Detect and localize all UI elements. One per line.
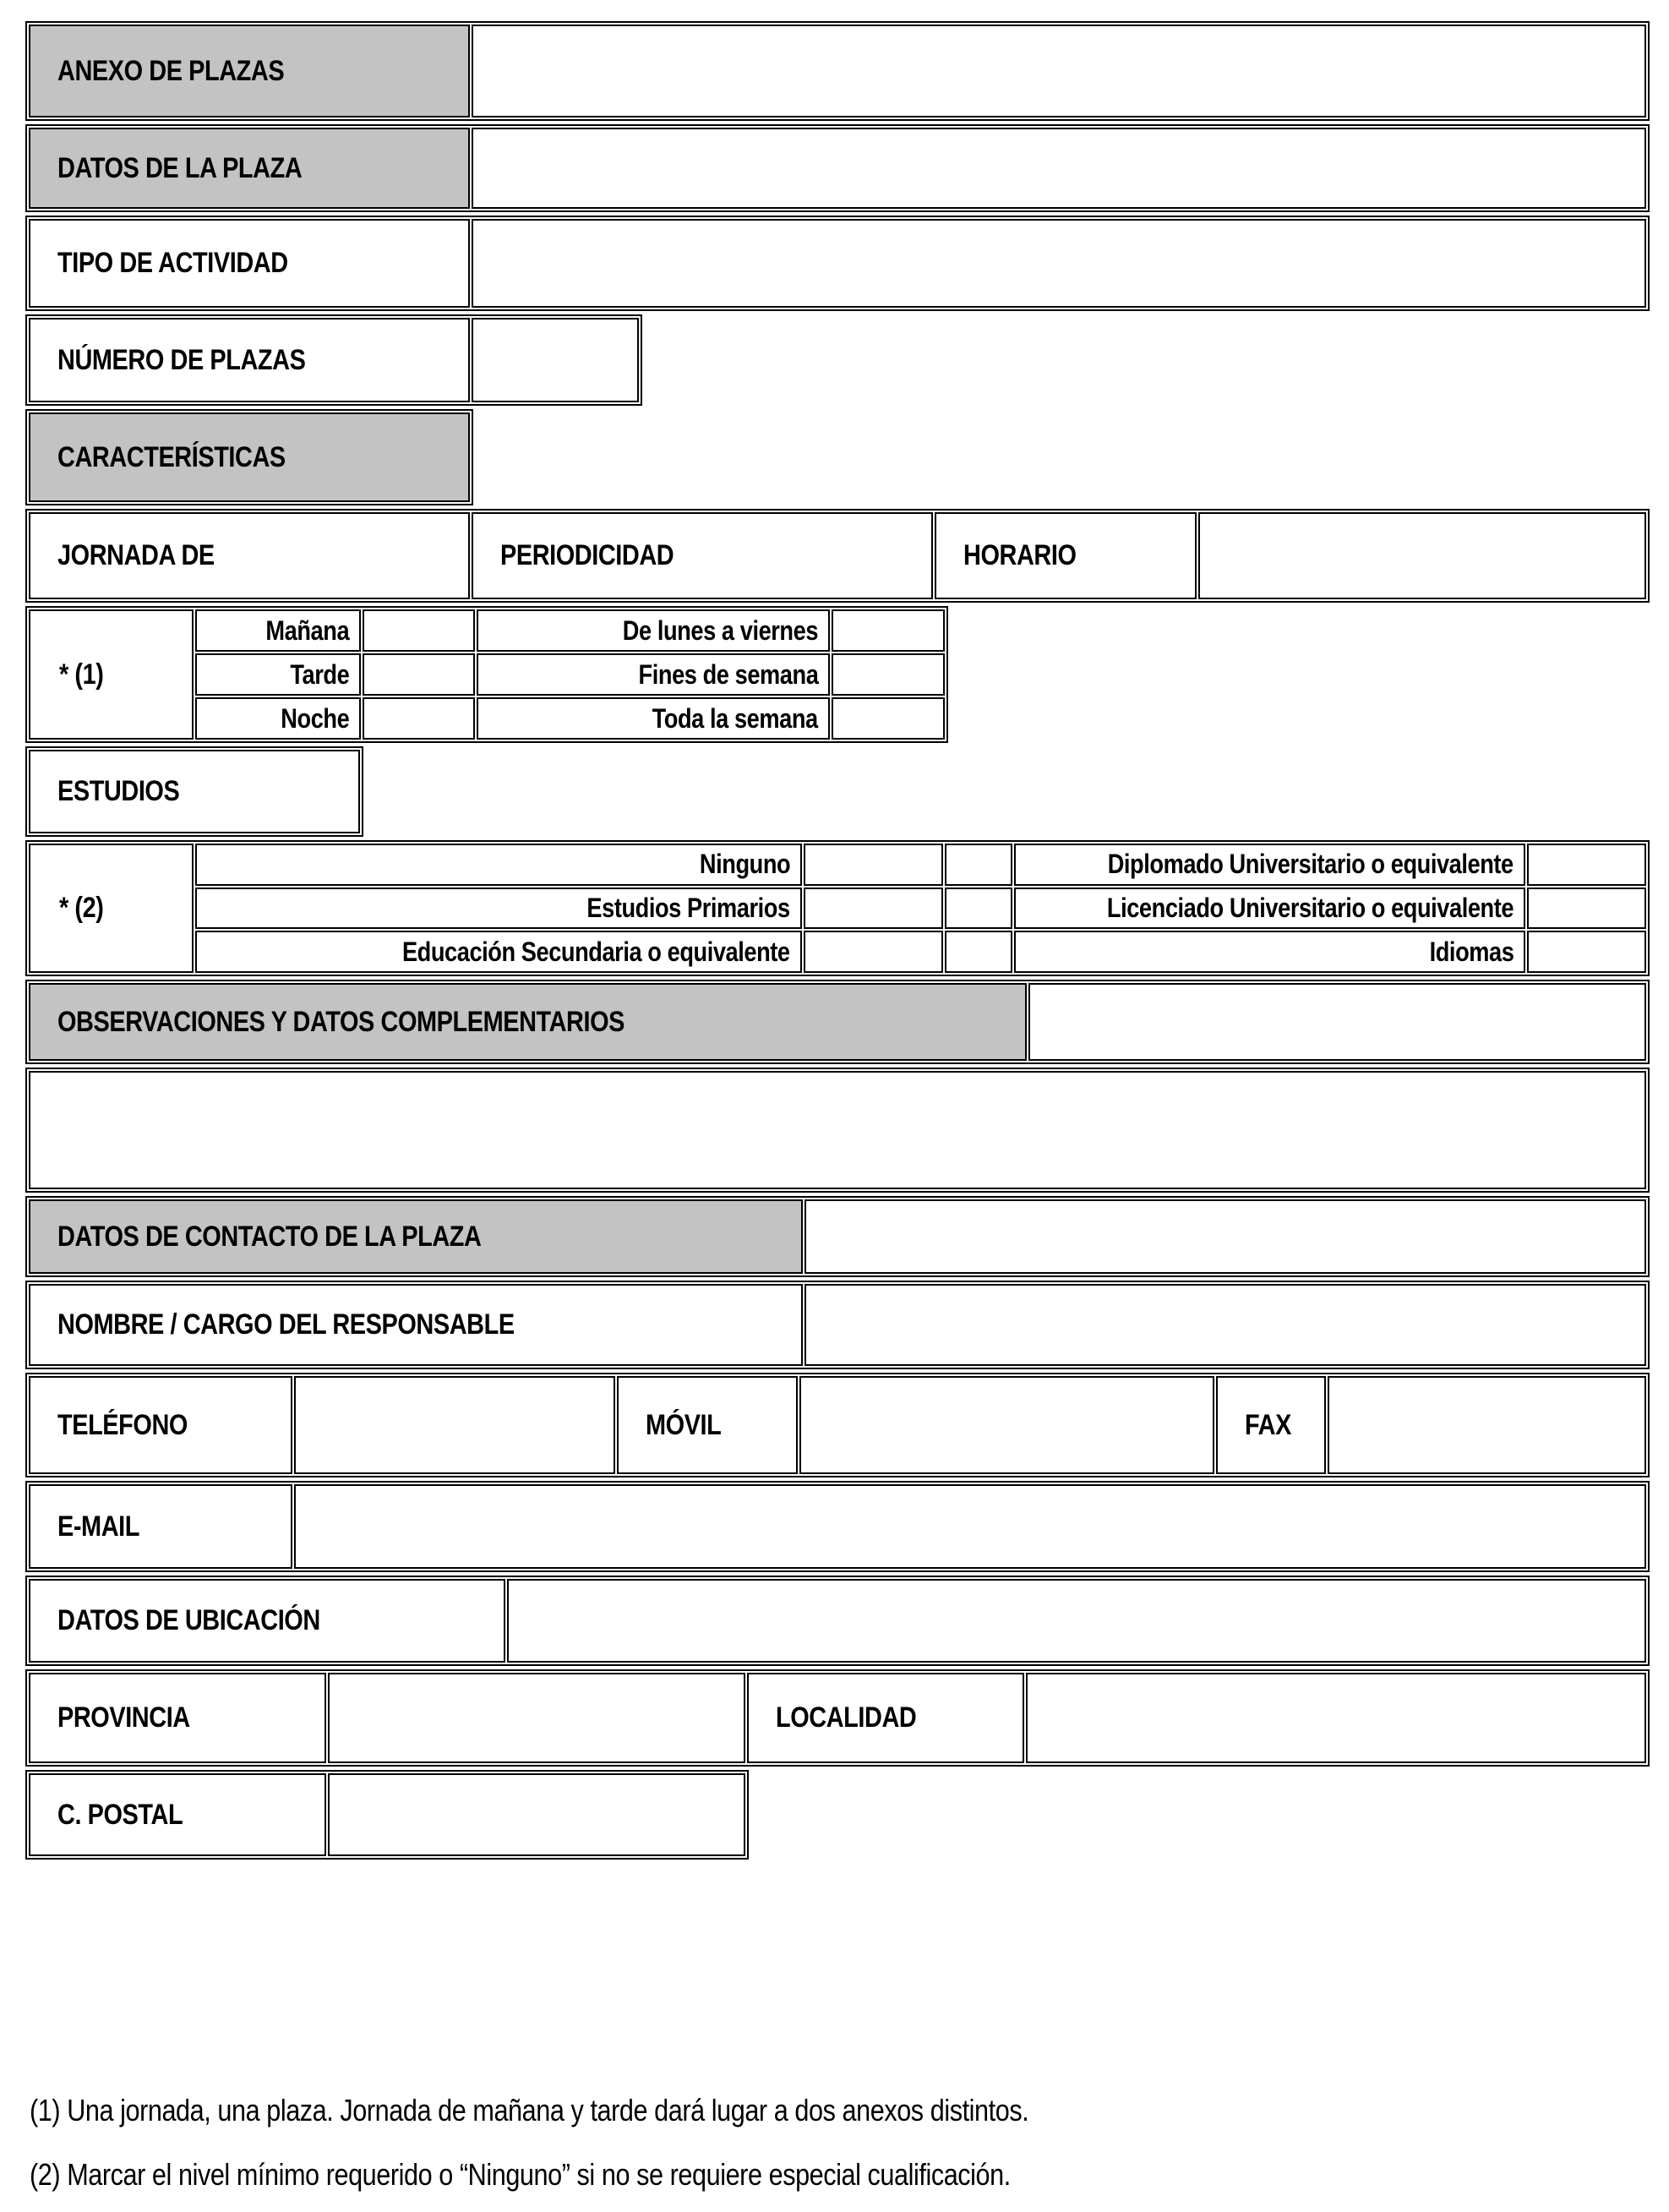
footnote1-ref-cell (29, 609, 194, 740)
estudios-primarios-label: Estudios Primarios (586, 893, 790, 923)
horario-value-box[interactable] (1198, 512, 1646, 599)
row-numero-plazas (25, 314, 642, 406)
telefono-label: TELÉFONO (57, 1408, 188, 1441)
checkbox-lunes-viernes[interactable] (832, 609, 945, 652)
fax-value-box[interactable] (1328, 1376, 1646, 1474)
nombre-cargo-label: NOMBRE / CARGO DEL RESPONSABLE (57, 1308, 515, 1341)
localidad-value-box[interactable] (1026, 1673, 1646, 1763)
localidad-label: LOCALIDAD (776, 1701, 917, 1734)
jornada-checkboxes (363, 609, 475, 740)
educacion-secundaria-label-cell (195, 931, 802, 973)
periodicidad-label: PERIODICIDAD (500, 539, 674, 571)
estudios-right-checkboxes (1527, 844, 1646, 973)
manana-label: Mañana (265, 614, 349, 646)
periodicidad-option-labels (477, 609, 830, 740)
form-rows (25, 21, 1650, 2212)
estudios-right-labels (1014, 844, 1525, 973)
c-postal-value-box[interactable] (328, 1773, 745, 1856)
provincia-label-cell (29, 1673, 326, 1763)
lunes-viernes-label: De lunes a viernes (622, 614, 818, 646)
noche-label: Noche (280, 702, 349, 734)
estudios-primarios-label-cell (195, 888, 802, 930)
observaciones-header-value-box[interactable] (1028, 983, 1646, 1061)
numero-plazas-label: NÚMERO DE PLAZAS (57, 343, 306, 376)
datos-ubicacion-label: DATOS DE UBICACIÓN (57, 1604, 320, 1636)
checkbox-toda-semana[interactable] (832, 697, 945, 740)
idiomas-label-cell (1014, 931, 1525, 973)
checkbox-tarde[interactable] (363, 653, 475, 696)
c-postal-label: C. POSTAL (57, 1798, 183, 1831)
observaciones-text-box[interactable] (29, 1071, 1646, 1189)
row-provincia-localidad (25, 1669, 1650, 1767)
jornada-de-label-cell (29, 512, 470, 599)
checkbox-estudios-primarios[interactable] (804, 888, 943, 930)
spacer-cell (945, 844, 1012, 886)
tipo-actividad-value-box[interactable] (472, 219, 1646, 308)
estudios-label-cell (29, 750, 360, 833)
datos-ubicacion-label-cell (29, 1579, 505, 1663)
row-datos-plaza (25, 124, 1650, 212)
row-jornada-horario (25, 509, 1650, 603)
footnote1-ref-label: * (1) (59, 658, 104, 691)
estudios-left-checkboxes (804, 844, 943, 973)
lunes-viernes-label-cell (477, 609, 830, 652)
grid-jornada-periodicidad (25, 606, 948, 743)
provincia-value-box[interactable] (328, 1673, 745, 1763)
manana-label-cell (195, 609, 361, 652)
checkbox-idiomas[interactable] (1527, 931, 1646, 973)
row-observaciones-box (25, 1068, 1650, 1193)
datos-ubicacion-value-box[interactable] (507, 1579, 1646, 1663)
periodicidad-checkboxes (832, 609, 945, 740)
checkbox-diplomado[interactable] (1527, 844, 1646, 886)
tipo-actividad-label: TIPO DE ACTIVIDAD (57, 247, 288, 279)
horario-label-cell (935, 512, 1197, 599)
educacion-secundaria-label: Educación Secundaria o equivalente (402, 936, 790, 967)
datos-contacto-header-label: DATOS DE CONTACTO DE LA PLAZA (57, 1220, 482, 1253)
movil-label-cell (617, 1376, 798, 1474)
tarde-label: Tarde (290, 658, 349, 690)
datos-contacto-header (29, 1199, 803, 1274)
checkbox-ninguno[interactable] (804, 844, 943, 886)
datos-plaza-header (29, 128, 470, 209)
fines-semana-label-cell (477, 653, 830, 696)
row-estudios (25, 746, 363, 837)
ninguno-label-cell (195, 844, 802, 886)
caracteristicas-header (29, 412, 470, 502)
grid-estudios (25, 840, 1650, 976)
row-datos-contacto (25, 1196, 1650, 1277)
caracteristicas-header-label: CARACTERÍSTICAS (57, 440, 286, 473)
numero-plazas-value-box[interactable] (472, 318, 639, 402)
estudios-left-labels (195, 844, 802, 973)
footnote2-ref-label: * (2) (59, 892, 104, 924)
anexo-value-box[interactable] (472, 25, 1646, 117)
telefono-value-box[interactable] (294, 1376, 615, 1474)
licenciado-label: Licenciado Universitario o equivalente (1106, 893, 1514, 923)
observaciones-header (29, 983, 1027, 1061)
noche-label-cell (195, 697, 361, 740)
checkbox-manana[interactable] (363, 609, 475, 652)
footnote2-ref-cell (29, 844, 194, 973)
provincia-label: PROVINCIA (57, 1701, 190, 1734)
row-telefono-movil-fax (25, 1373, 1650, 1477)
diplomado-label-cell (1014, 844, 1525, 886)
footnote-2: (2) Marcar el nivel mínimo requerido o “Ninguno” si no se requiere especial cualificación. (30, 2157, 1011, 2192)
anexo-header-label: ANEXO DE PLAZAS (57, 54, 285, 87)
fines-semana-label: Fines de semana (638, 658, 818, 690)
observaciones-header-label: OBSERVACIONES Y DATOS COMPLEMENTARIOS (57, 1005, 625, 1038)
row-observaciones (25, 980, 1650, 1064)
periodicidad-label-cell (472, 512, 933, 599)
fax-label-cell (1216, 1376, 1326, 1474)
spacer-cell (945, 931, 1012, 973)
estudios-label: ESTUDIOS (57, 775, 180, 807)
spacer-cell (945, 888, 1012, 930)
row-tipo-actividad (25, 216, 1650, 311)
checkbox-fines-semana[interactable] (832, 653, 945, 696)
toda-semana-label-cell (477, 697, 830, 740)
email-label: E-MAIL (57, 1510, 139, 1543)
jornada-option-labels (195, 609, 361, 740)
toda-semana-label: Toda la semana (652, 702, 818, 734)
telefono-label-cell (29, 1376, 292, 1474)
row-nombre-cargo (25, 1281, 1650, 1369)
row-anexo (25, 21, 1650, 121)
estudios-grid-spacer (945, 844, 1012, 973)
tipo-actividad-label-cell (29, 219, 470, 308)
footnote-1: (1) Una jornada, una plaza. Jornada de mañana y tarde dará lugar a dos anexos distintos. (30, 2093, 1029, 2127)
checkbox-educacion-secundaria[interactable] (804, 931, 943, 973)
nombre-cargo-value-box[interactable] (805, 1284, 1646, 1366)
row-codigo-postal (25, 1770, 749, 1860)
movil-label: MÓVIL (646, 1408, 722, 1441)
jornada-de-label: JORNADA DE (57, 539, 215, 571)
email-label-cell (29, 1484, 292, 1569)
c-postal-label-cell (29, 1773, 326, 1856)
nombre-cargo-label-cell (29, 1284, 803, 1366)
idiomas-label: Idiomas (1429, 936, 1514, 967)
movil-value-box[interactable] (799, 1376, 1214, 1474)
datos-plaza-value-box[interactable] (472, 128, 1646, 209)
numero-plazas-label-cell (29, 318, 470, 402)
diplomado-label: Diplomado Universitario o equivalente (1107, 849, 1514, 880)
tarde-label-cell (195, 653, 361, 696)
checkbox-licenciado[interactable] (1527, 888, 1646, 930)
datos-plaza-header-label: DATOS DE LA PLAZA (57, 151, 303, 184)
row-datos-ubicacion (25, 1576, 1650, 1666)
email-value-box[interactable] (294, 1484, 1646, 1569)
row-email (25, 1481, 1650, 1572)
footnotes (25, 2093, 1650, 2193)
localidad-label-cell (747, 1673, 1024, 1763)
anexo-header (29, 25, 470, 117)
licenciado-label-cell (1014, 888, 1525, 930)
ninguno-label: Ninguno (699, 849, 790, 880)
checkbox-noche[interactable] (363, 697, 475, 740)
fax-label: FAX (1245, 1408, 1291, 1441)
datos-contacto-value-box[interactable] (805, 1199, 1646, 1274)
row-caracteristicas (25, 409, 473, 505)
horario-label: HORARIO (963, 539, 1077, 571)
